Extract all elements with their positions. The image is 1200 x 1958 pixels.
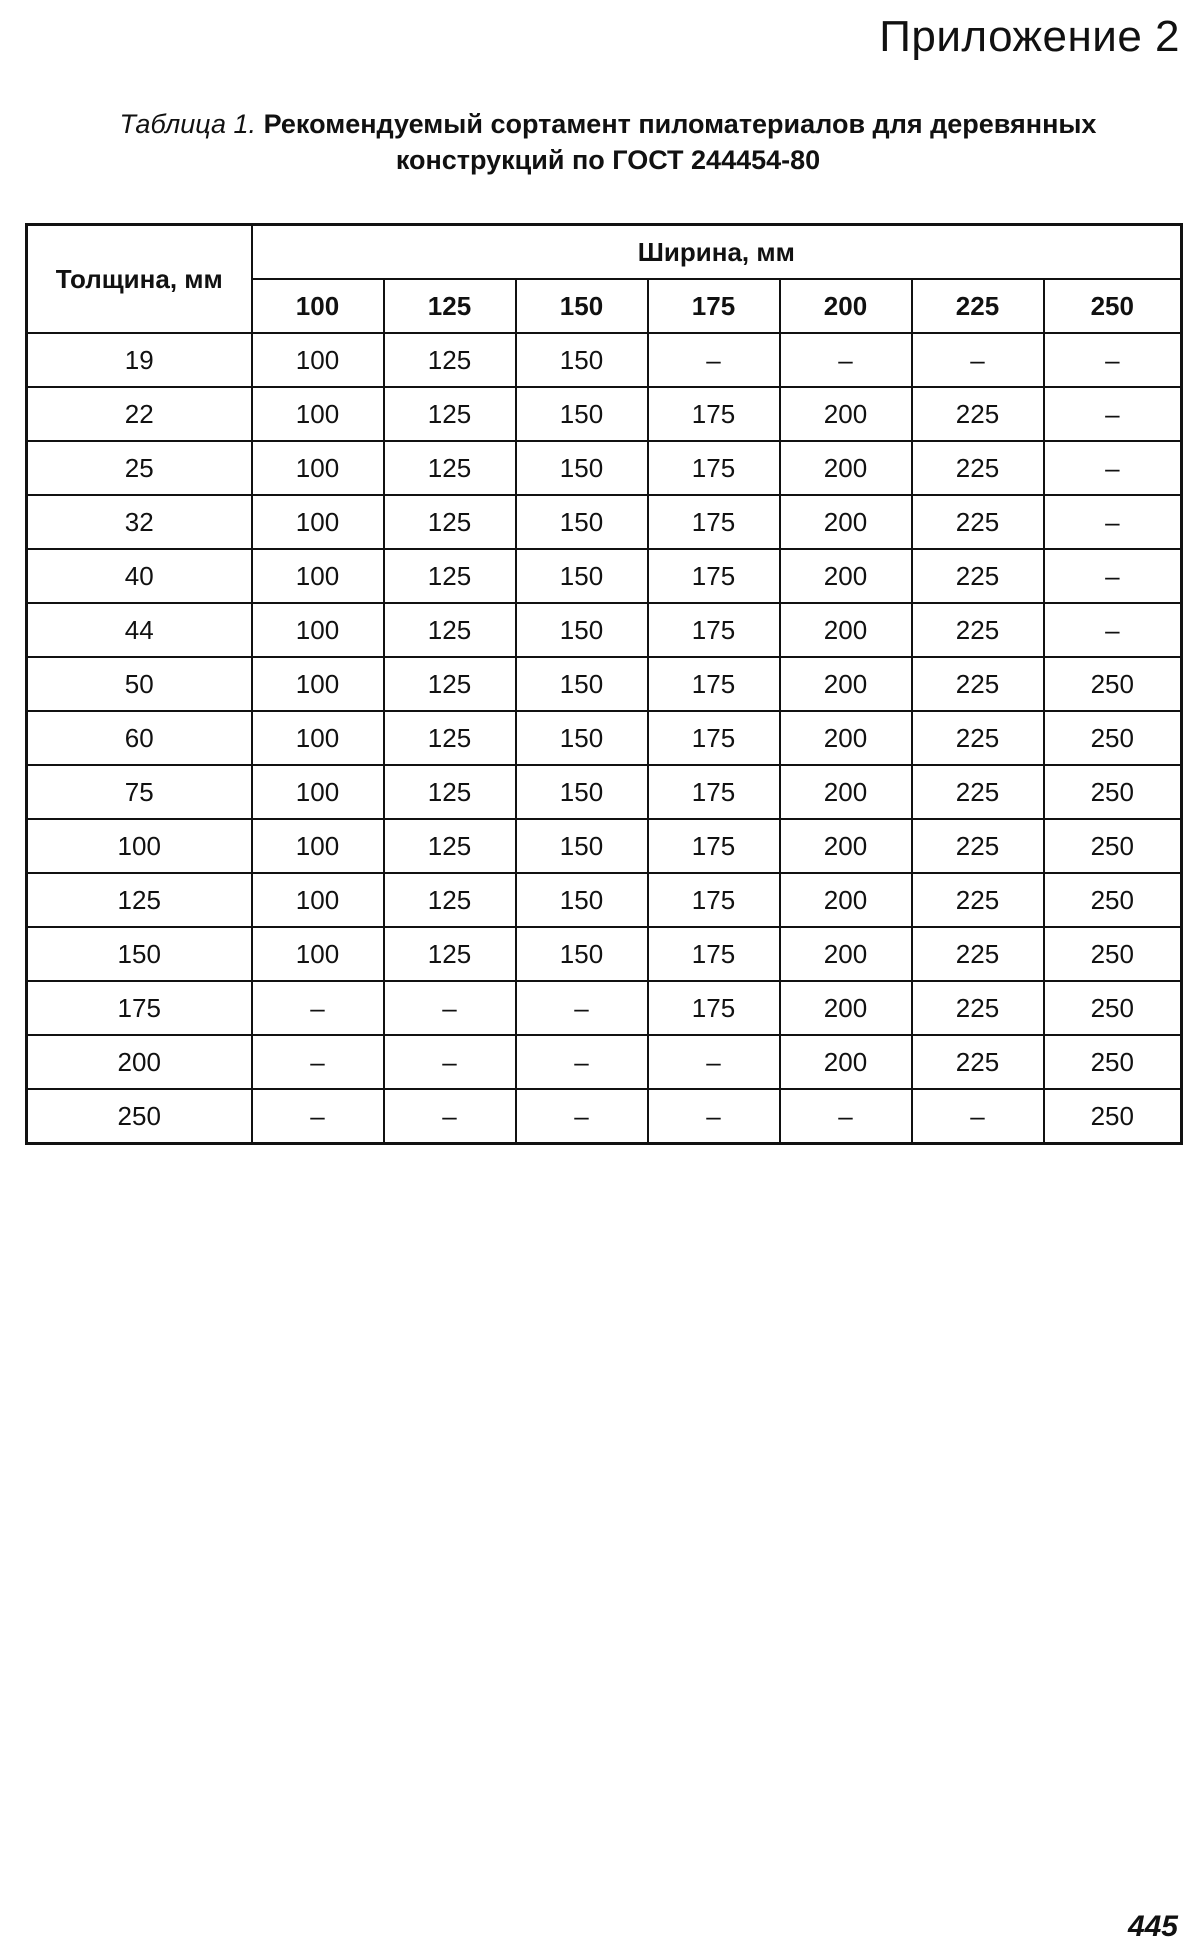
width-cell: 175 <box>648 711 780 765</box>
width-cell: 125 <box>384 711 516 765</box>
width-cell: 100 <box>252 711 384 765</box>
width-cell: 150 <box>516 927 648 981</box>
width-cell: – <box>648 333 780 387</box>
width-cell: 200 <box>780 819 912 873</box>
width-cell: 225 <box>912 981 1044 1035</box>
width-cell: 150 <box>516 765 648 819</box>
table-row <box>27 603 1182 657</box>
width-cell: – <box>1044 603 1182 657</box>
width-cell: 175 <box>648 927 780 981</box>
thickness-cell: 150 <box>27 927 252 981</box>
width-cell: – <box>516 1089 648 1144</box>
width-cell: 175 <box>648 603 780 657</box>
table-row <box>27 333 1182 387</box>
width-cell: 225 <box>912 657 1044 711</box>
width-cell: 150 <box>516 441 648 495</box>
width-cell: 225 <box>912 549 1044 603</box>
width-column-header: 250 <box>1044 279 1182 333</box>
table-header <box>27 225 1182 334</box>
width-cell: 250 <box>1044 657 1182 711</box>
table-row <box>27 1035 1182 1089</box>
width-cell: – <box>780 1089 912 1144</box>
width-cell: 225 <box>912 819 1044 873</box>
header-row-group <box>27 225 1182 280</box>
width-cell: 200 <box>780 927 912 981</box>
thickness-column-header: Толщина, мм <box>27 225 252 334</box>
width-group-header: Ширина, мм <box>252 225 1182 280</box>
lumber-assortment-table <box>25 223 1183 1145</box>
table-row <box>27 1089 1182 1144</box>
width-cell: 250 <box>1044 873 1182 927</box>
width-cell: 175 <box>648 495 780 549</box>
width-cell: – <box>252 1035 384 1089</box>
width-cell: – <box>1044 495 1182 549</box>
width-cell: 225 <box>912 765 1044 819</box>
table-row <box>27 711 1182 765</box>
width-cell: – <box>1044 387 1182 441</box>
width-cell: 100 <box>252 603 384 657</box>
width-cell: 200 <box>780 441 912 495</box>
appendix-title: Приложение 2 <box>879 12 1180 61</box>
width-cell: 225 <box>912 873 1044 927</box>
width-cell: 125 <box>384 927 516 981</box>
width-cell: – <box>648 1089 780 1144</box>
width-cell: 150 <box>516 603 648 657</box>
table-row <box>27 441 1182 495</box>
width-cell: 125 <box>384 603 516 657</box>
width-cell: 225 <box>912 495 1044 549</box>
thickness-cell: 19 <box>27 333 252 387</box>
width-cell: 125 <box>384 495 516 549</box>
table-row <box>27 387 1182 441</box>
width-cell: 200 <box>780 981 912 1035</box>
thickness-cell: 125 <box>27 873 252 927</box>
width-cell: 100 <box>252 495 384 549</box>
width-cell: 200 <box>780 549 912 603</box>
width-cell: 175 <box>648 657 780 711</box>
width-cell: 200 <box>780 1035 912 1089</box>
width-cell: 150 <box>516 387 648 441</box>
width-cell: 200 <box>780 873 912 927</box>
width-cell: – <box>516 1035 648 1089</box>
table-caption-text: Рекомендуемый сортамент пиломатериалов для деревянных конструкций по ГОСТ 244454-80 <box>263 109 1097 175</box>
width-cell: 125 <box>384 549 516 603</box>
width-column-header: 150 <box>516 279 648 333</box>
thickness-cell: 200 <box>27 1035 252 1089</box>
width-cell: 125 <box>384 819 516 873</box>
width-cell: 250 <box>1044 819 1182 873</box>
width-column-header: 125 <box>384 279 516 333</box>
width-cell: 250 <box>1044 1035 1182 1089</box>
thickness-cell: 100 <box>27 819 252 873</box>
width-cell: – <box>1044 441 1182 495</box>
thickness-cell: 50 <box>27 657 252 711</box>
width-column-header: 225 <box>912 279 1044 333</box>
table-body <box>27 333 1182 1144</box>
width-cell: 150 <box>516 711 648 765</box>
width-cell: – <box>780 333 912 387</box>
width-cell: 225 <box>912 711 1044 765</box>
table-row <box>27 819 1182 873</box>
width-cell: – <box>912 1089 1044 1144</box>
thickness-cell: 44 <box>27 603 252 657</box>
width-cell: 175 <box>648 819 780 873</box>
width-cell: 150 <box>516 873 648 927</box>
width-cell: 225 <box>912 603 1044 657</box>
width-cell: 125 <box>384 765 516 819</box>
width-cell: 100 <box>252 333 384 387</box>
width-cell: 200 <box>780 603 912 657</box>
width-cell: 100 <box>252 549 384 603</box>
width-cell: 100 <box>252 657 384 711</box>
width-cell: 225 <box>912 927 1044 981</box>
width-cell: 125 <box>384 387 516 441</box>
width-cell: 200 <box>780 495 912 549</box>
width-cell: 100 <box>252 873 384 927</box>
width-cell: 175 <box>648 981 780 1035</box>
width-cell: 150 <box>516 333 648 387</box>
width-cell: 200 <box>780 657 912 711</box>
width-cell: 125 <box>384 873 516 927</box>
thickness-cell: 175 <box>27 981 252 1035</box>
width-cell: – <box>252 981 384 1035</box>
thickness-cell: 60 <box>27 711 252 765</box>
width-cell: 225 <box>912 387 1044 441</box>
width-cell: 175 <box>648 765 780 819</box>
width-cell: 150 <box>516 549 648 603</box>
width-cell: – <box>1044 549 1182 603</box>
table-row <box>27 495 1182 549</box>
thickness-cell: 40 <box>27 549 252 603</box>
table-row <box>27 765 1182 819</box>
thickness-cell: 25 <box>27 441 252 495</box>
width-cell: 200 <box>780 387 912 441</box>
width-column-header: 175 <box>648 279 780 333</box>
width-cell: 250 <box>1044 711 1182 765</box>
width-cell: 250 <box>1044 765 1182 819</box>
table-row <box>27 927 1182 981</box>
width-cell: 250 <box>1044 927 1182 981</box>
width-cell: 100 <box>252 765 384 819</box>
width-cell: – <box>912 333 1044 387</box>
width-cell: 225 <box>912 1035 1044 1089</box>
table-row <box>27 549 1182 603</box>
width-cell: 150 <box>516 657 648 711</box>
table-caption <box>36 106 1180 178</box>
width-cell: 100 <box>252 927 384 981</box>
thickness-cell: 32 <box>27 495 252 549</box>
table-row <box>27 981 1182 1035</box>
table-caption-label: Таблица 1. <box>119 109 257 139</box>
width-cell: 125 <box>384 657 516 711</box>
width-cell: 125 <box>384 333 516 387</box>
width-cell: 175 <box>648 441 780 495</box>
width-cell: 225 <box>912 441 1044 495</box>
width-cell: – <box>1044 333 1182 387</box>
width-column-header: 200 <box>780 279 912 333</box>
width-cell: 125 <box>384 441 516 495</box>
width-cell: 200 <box>780 765 912 819</box>
width-cell: – <box>384 1035 516 1089</box>
width-cell: – <box>252 1089 384 1144</box>
page-number: 445 <box>1127 1910 1178 1943</box>
width-cell: 200 <box>780 711 912 765</box>
width-cell: 150 <box>516 819 648 873</box>
width-cell: 250 <box>1044 1089 1182 1144</box>
width-cell: – <box>648 1035 780 1089</box>
width-cell: 175 <box>648 549 780 603</box>
thickness-cell: 250 <box>27 1089 252 1144</box>
width-cell: 250 <box>1044 981 1182 1035</box>
table-row <box>27 873 1182 927</box>
width-cell: 100 <box>252 819 384 873</box>
width-cell: 150 <box>516 495 648 549</box>
width-cell: 100 <box>252 387 384 441</box>
width-cell: 175 <box>648 387 780 441</box>
width-cell: – <box>384 981 516 1035</box>
table-row <box>27 657 1182 711</box>
width-column-header: 100 <box>252 279 384 333</box>
width-cell: 100 <box>252 441 384 495</box>
width-cell: 175 <box>648 873 780 927</box>
width-cell: – <box>384 1089 516 1144</box>
thickness-cell: 75 <box>27 765 252 819</box>
thickness-cell: 22 <box>27 387 252 441</box>
width-cell: – <box>516 981 648 1035</box>
